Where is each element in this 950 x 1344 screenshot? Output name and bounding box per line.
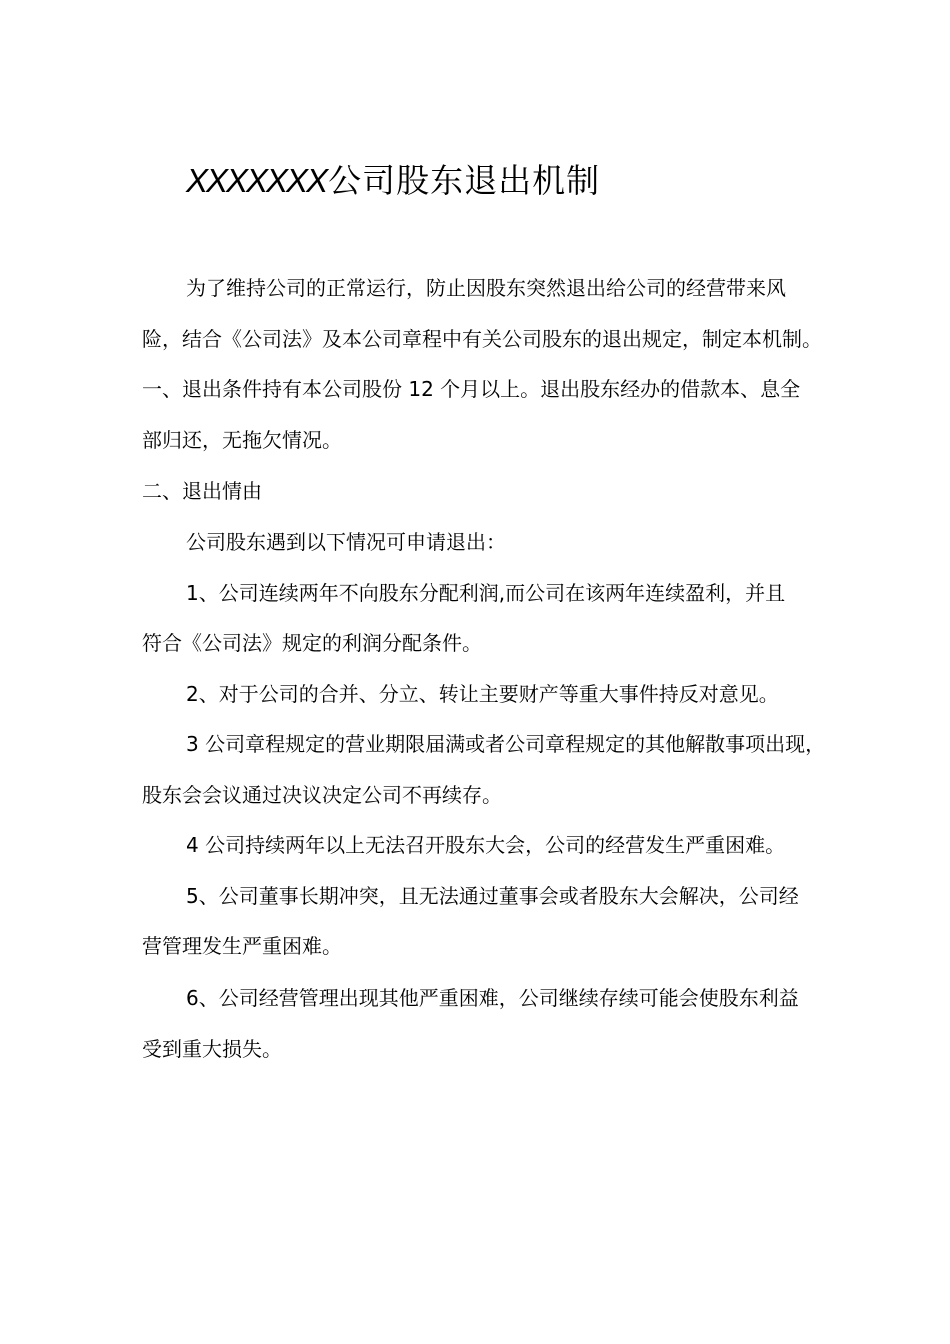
section-heading-line: 一、退出条件持有本公司股份 12 个月以上。退出股东经办的借款本、息全 xyxy=(142,377,801,401)
list-item-line: 6、公司经营管理出现其他严重困难，公司继续存续可能会使股东利益 xyxy=(186,986,799,1010)
paragraph-line: 险，结合《公司法》及本公司章程中有关公司股东的退出规定，制定本机制。 xyxy=(142,327,822,351)
section-heading: 二、退出情由 xyxy=(142,479,262,503)
title-prefix: XXXXXXX xyxy=(186,162,327,199)
list-item-line: 1、公司连续两年不向股东分配利润,而公司在该两年连续盈利，并且 xyxy=(186,581,786,605)
document-title xyxy=(186,156,600,206)
list-item-line: 股东会会议通过决议决定公司不再续存。 xyxy=(142,783,502,807)
list-item-line: 4 公司持续两年以上无法召开股东大会，公司的经营发生严重困难。 xyxy=(186,833,786,857)
list-item-line: 符合《公司法》规定的利润分配条件。 xyxy=(142,631,482,655)
title-text: 公司股东退出机制 xyxy=(328,161,601,200)
paragraph-line: 部归还，无拖欠情况。 xyxy=(142,428,342,452)
paragraph-line: 为了维持公司的正常运行，防止因股东突然退出给公司的经营带来风 xyxy=(186,276,786,300)
list-item-line: 3 公司章程规定的营业期限届满或者公司章程规定的其他解散事项出现， xyxy=(186,732,826,756)
paragraph-line: 公司股东遇到以下情况可申请退出： xyxy=(186,530,506,554)
list-item-line: 营管理发生严重困难。 xyxy=(142,934,342,958)
list-item-line: 受到重大损失。 xyxy=(142,1037,282,1061)
list-item-line: 5、公司董事长期冲突，且无法通过董事会或者股东大会解决，公司经 xyxy=(186,884,799,908)
list-item-line: 2、对于公司的合并、分立、转让主要财产等重大事件持反对意见。 xyxy=(186,682,779,706)
